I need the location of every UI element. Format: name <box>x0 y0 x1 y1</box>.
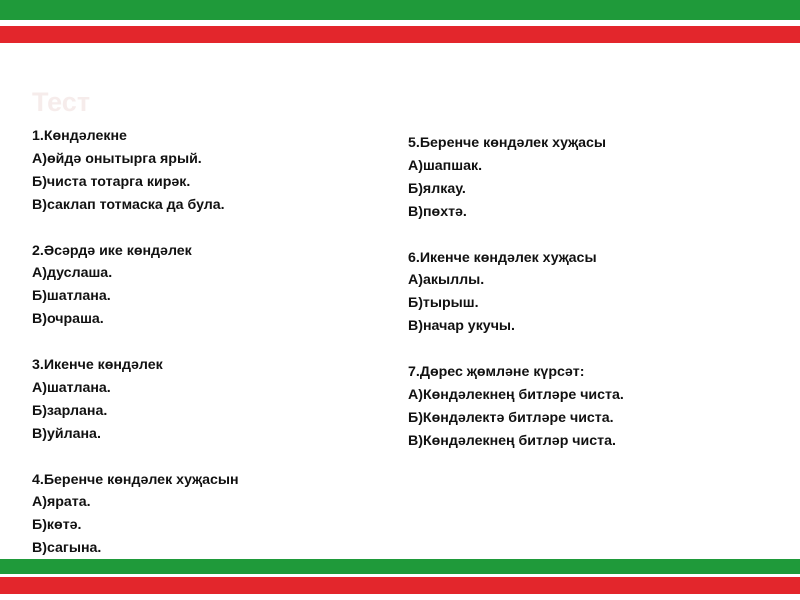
question-6 <box>408 247 778 339</box>
bottom-green-stripe <box>0 559 800 574</box>
question-5-option-c: В)пөхтә. <box>408 203 467 220</box>
question-1-option-b: Б)чиста тотарга кирәк. <box>32 173 191 190</box>
questions-left-column <box>32 125 402 583</box>
question-1-option-c: В)саклап тотмаска да була. <box>32 196 225 213</box>
question-6-title: 6.Икенче көндәлек хуҗасы <box>408 249 597 266</box>
question-5-option-b: Б)ялкау. <box>408 180 466 197</box>
top-red-stripe <box>0 26 800 43</box>
question-2-title: 2.Әсәрдә ике көндәлек <box>32 242 192 259</box>
question-6-option-c: В)начар укучы. <box>408 318 515 335</box>
question-6-option-b: Б)тырыш. <box>408 295 479 312</box>
question-2-option-b: Б)шатлана. <box>32 288 111 305</box>
question-2-option-a: А)дуслаша. <box>32 265 113 282</box>
question-4-option-c: В)сагына. <box>32 540 102 557</box>
question-2 <box>32 240 402 332</box>
question-7-option-a: А)Көндәлекнең битләре чиста. <box>408 386 624 403</box>
question-7-option-b: Б)Көндәлектә битләре чиста. <box>408 409 614 426</box>
question-4-option-a: А)ярата. <box>32 494 91 511</box>
question-3 <box>32 354 402 446</box>
question-4 <box>32 469 402 561</box>
questions-right-column <box>408 132 778 476</box>
question-7-option-c: В)Көндәлекнең битләр чиста. <box>408 432 616 449</box>
question-1-option-a: А)өйдә онытырга ярый. <box>32 150 202 167</box>
question-1-title: 1.Көндәлекне <box>32 128 127 144</box>
question-7-title: 7.Дөрес җөмләне күрсәт: <box>408 364 585 381</box>
question-3-option-a: А)шатлана. <box>32 379 111 396</box>
question-4-option-b: Б)көтә. <box>32 517 82 534</box>
question-3-option-c: В)уйлана. <box>32 425 101 442</box>
top-green-stripe <box>0 0 800 20</box>
question-3-title: 3.Икенче көндәлек <box>32 357 163 374</box>
question-5-option-a: А)шапшак. <box>408 157 483 174</box>
question-7 <box>408 361 778 453</box>
question-3-option-b: Б)зарлана. <box>32 402 108 419</box>
slide-title: Тест <box>32 87 91 117</box>
question-1 <box>32 125 402 217</box>
bottom-red-stripe <box>0 577 800 594</box>
question-2-option-c: В)очраша. <box>32 311 104 328</box>
question-6-option-a: А)акыллы. <box>408 272 485 289</box>
question-5 <box>408 132 778 224</box>
question-5-title: 5.Беренче көндәлек хуҗасы <box>408 135 607 151</box>
question-4-title: 4.Беренче көндәлек хуҗасын <box>32 471 239 488</box>
